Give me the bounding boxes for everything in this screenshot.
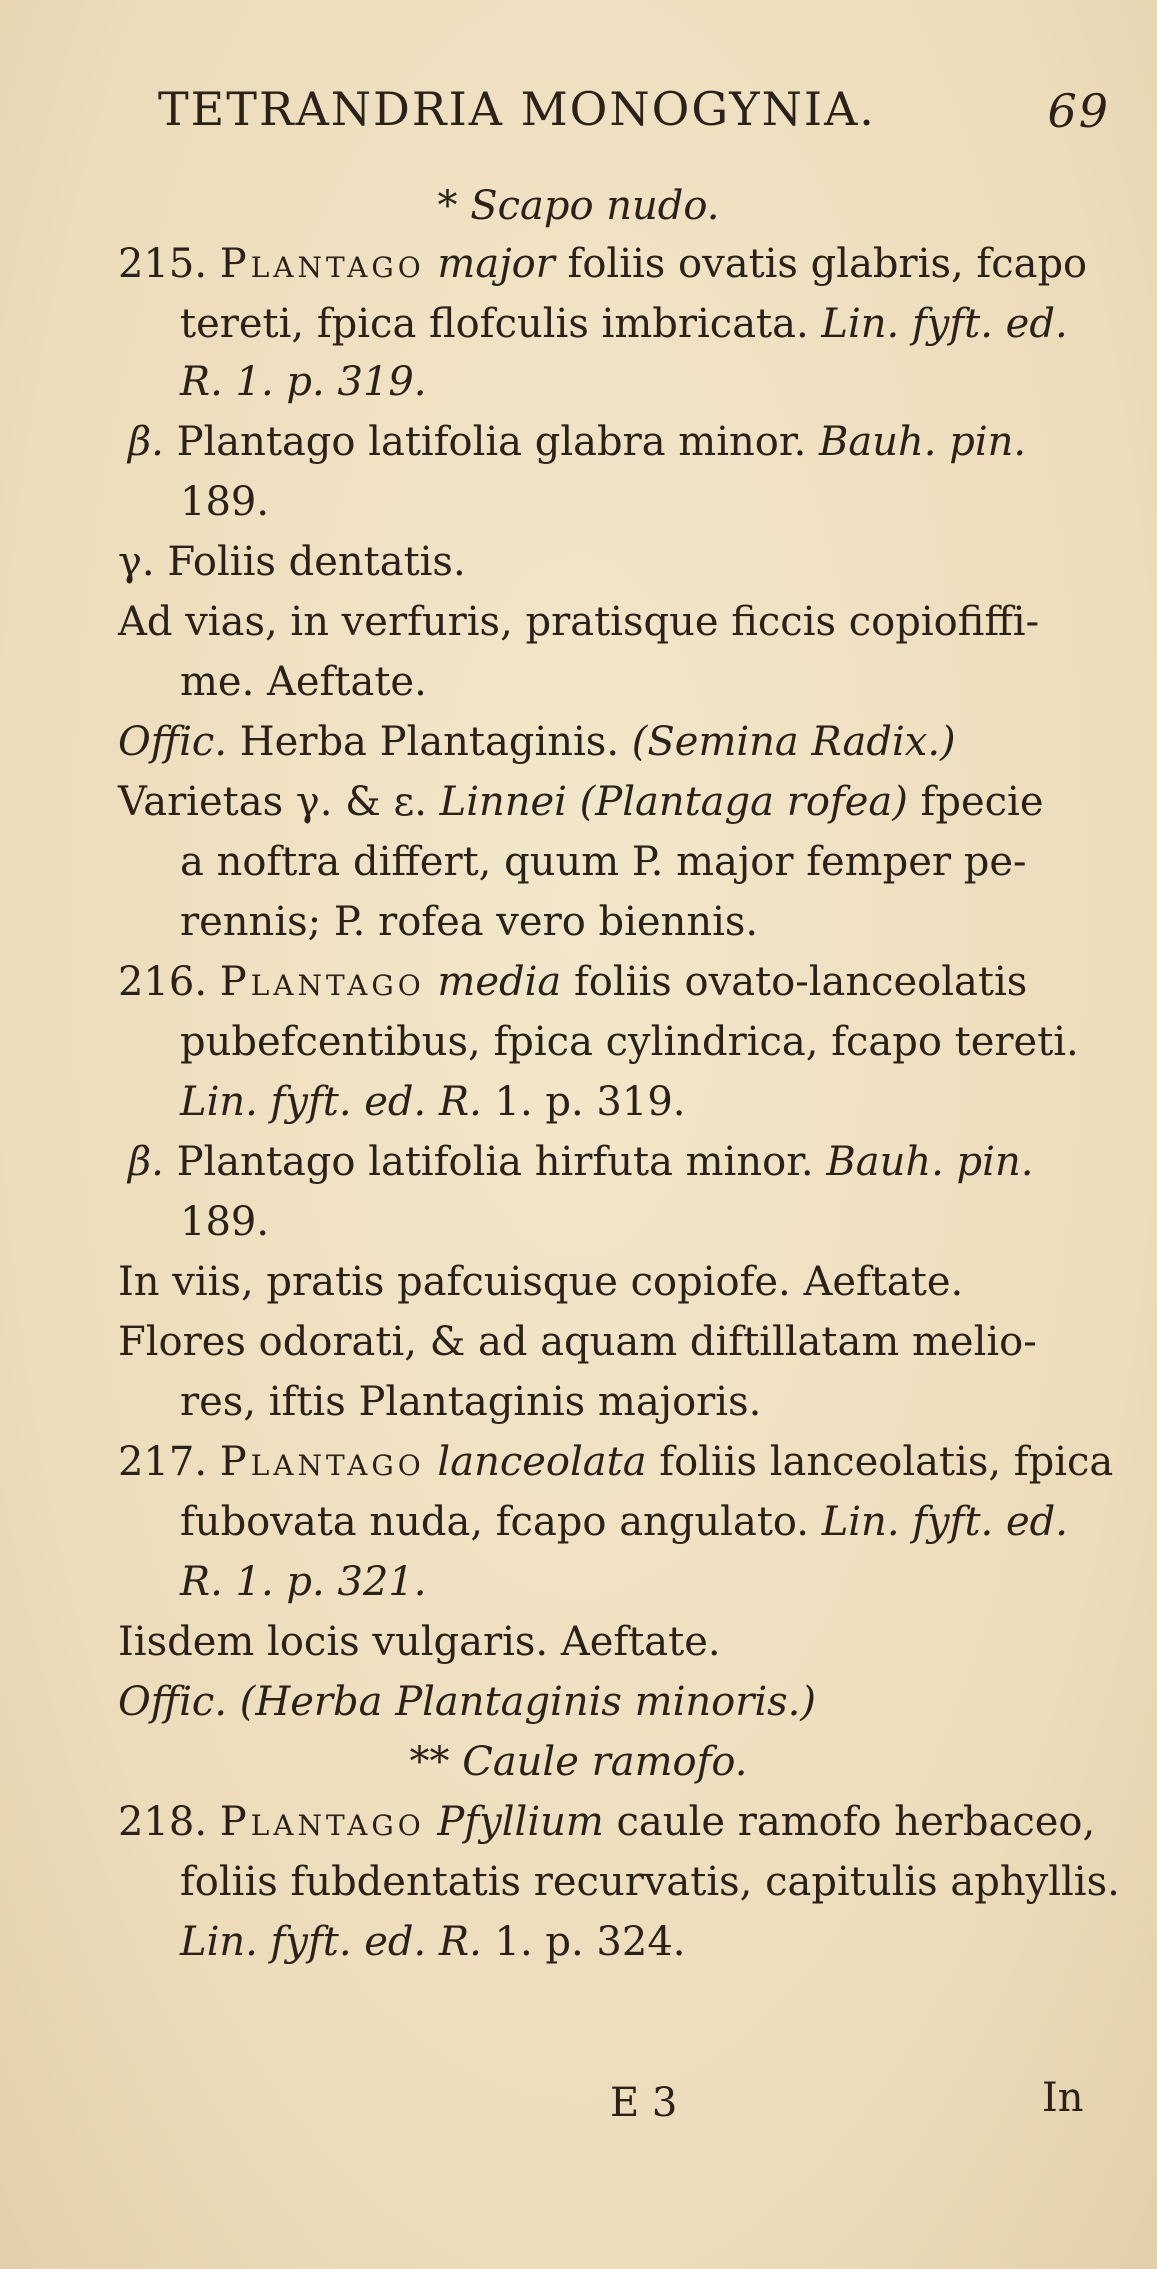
entry-216-line-1: [118, 956, 1027, 1008]
reference: Lin. fyft. ed. R.: [180, 1079, 482, 1125]
entry-217-habitat: Iisdem locis vulgaris. Aeftate.: [118, 1619, 721, 1665]
genus-name: Plantago: [219, 959, 425, 1005]
reference: Lin. fyft. ed.: [821, 1499, 1068, 1545]
entry-218-line-2: foliis fubdentatis recurvatis, capitulis aphyllis.: [180, 1859, 1120, 1905]
diagnosis-text: foliis ovatis glabris, fcapo: [567, 241, 1088, 287]
reference-page: 1. p. 319.: [494, 1079, 686, 1125]
section-heading-scapo-nudo: * Scapo nudo.: [437, 183, 720, 229]
entry-215-variety-note-1: [118, 776, 1044, 828]
entry-215-variety-note-2: a noftra differt, quum P. major femper pe-: [180, 839, 1027, 885]
diagnosis-text: fubovata nuda, fcapo angulato.: [180, 1499, 809, 1545]
reference: Bauh. pin.: [819, 419, 1027, 465]
entry-217-line-2: [180, 1496, 1068, 1548]
species-name: media: [437, 959, 562, 1005]
variety-note-text: fpecie: [920, 779, 1044, 825]
diagnosis-text: foliis lanceolatis, fpica: [659, 1439, 1114, 1485]
variety-mark: β.: [128, 419, 164, 465]
entry-215-line-2: [180, 298, 1068, 350]
offic-text: Herba Plantaginis.: [239, 719, 620, 765]
entry-number: 216.: [118, 959, 208, 1005]
variety-note-text: Varietas γ. & ε.: [118, 779, 427, 825]
reference: Lin. fyft. ed. R.: [180, 1919, 482, 1965]
genus-name: Plantago: [219, 1439, 425, 1485]
genus-name: Plantago: [219, 1799, 425, 1845]
genus-name: Plantago: [219, 241, 425, 287]
entry-216-line-3: [180, 1076, 686, 1128]
entry-218-line-1: [118, 1796, 1095, 1848]
entry-215-beta: [128, 416, 1026, 468]
entry-215-habitat-2: me. Aeftate.: [180, 659, 427, 705]
entry-217-officinal: [118, 1676, 816, 1728]
entry-215-variety-note-3: rennis; P. rofea vero biennis.: [180, 899, 759, 945]
offic-label: Offic.: [118, 719, 228, 765]
diagnosis-text: caule ramofo herbaceo,: [616, 1799, 1096, 1845]
offic-parts: (Semina Radix.): [631, 719, 956, 765]
entry-215-line-3: R. 1. p. 319.: [180, 359, 427, 405]
entry-215-beta-page: 189.: [180, 479, 270, 525]
entry-216-beta: [128, 1136, 1033, 1188]
reference: Bauh. pin.: [826, 1139, 1034, 1185]
species-name: major: [437, 241, 555, 287]
species-name: Pfyllium: [437, 1799, 604, 1845]
entry-218-line-3: [180, 1916, 686, 1968]
synonym-text: Plantago latifolia hirfuta minor.: [176, 1139, 814, 1185]
entry-215-line-1: [118, 238, 1087, 290]
entry-216-beta-page: 189.: [180, 1199, 270, 1245]
entry-217-line-3: R. 1. p. 321.: [180, 1559, 427, 1605]
section-heading-caule-ramoso: ** Caule ramofo.: [409, 1739, 748, 1785]
entry-217-line-1: [118, 1436, 1113, 1488]
entry-number: 217.: [118, 1439, 208, 1485]
page-header: [150, 82, 1110, 142]
offic-label: Offic.: [118, 1679, 228, 1725]
diagnosis-text: tereti, fpica flofculis imbricata.: [180, 301, 809, 347]
entry-215-habitat-1: Ad vias, in verfuris, pratisque ficcis copiofiffi-: [118, 599, 1040, 645]
entry-number: 218.: [118, 1799, 208, 1845]
entry-216-habitat: In viis, pratis pafcuisque copiofe. Aeftate.: [118, 1259, 964, 1305]
diagnosis-text: foliis ovato-lanceolatis: [574, 959, 1028, 1005]
synonym-text: Plantago latifolia glabra minor.: [176, 419, 807, 465]
entry-216-note-2: res, iftis Plantaginis majoris.: [180, 1379, 762, 1425]
offic-parts: (Herba Plantaginis minoris.): [239, 1679, 816, 1725]
entry-number: 215.: [118, 241, 208, 287]
entry-215-gamma: γ. Foliis dentatis.: [118, 539, 466, 585]
variety-mark: β.: [128, 1139, 164, 1185]
catchword: In: [1042, 2075, 1084, 2121]
running-title: TETRANDRIA MONOGYNIA.: [158, 82, 876, 136]
signature-mark: E 3: [610, 2080, 678, 2126]
reference: Lin. fyft. ed.: [821, 301, 1068, 347]
reference-page: 1. p. 324.: [494, 1919, 686, 1965]
variety-note-ref: Linnei (Plantaga rofea): [439, 779, 908, 825]
entry-216-note-1: Flores odorati, & ad aquam diftillatam melio-: [118, 1319, 1037, 1365]
entry-216-line-2: pubefcentibus, fpica cylindrica, fcapo tereti.: [180, 1019, 1079, 1065]
page-number: 69: [1047, 84, 1110, 138]
species-name: lanceolata: [437, 1439, 647, 1485]
entry-215-officinal: [118, 716, 956, 768]
